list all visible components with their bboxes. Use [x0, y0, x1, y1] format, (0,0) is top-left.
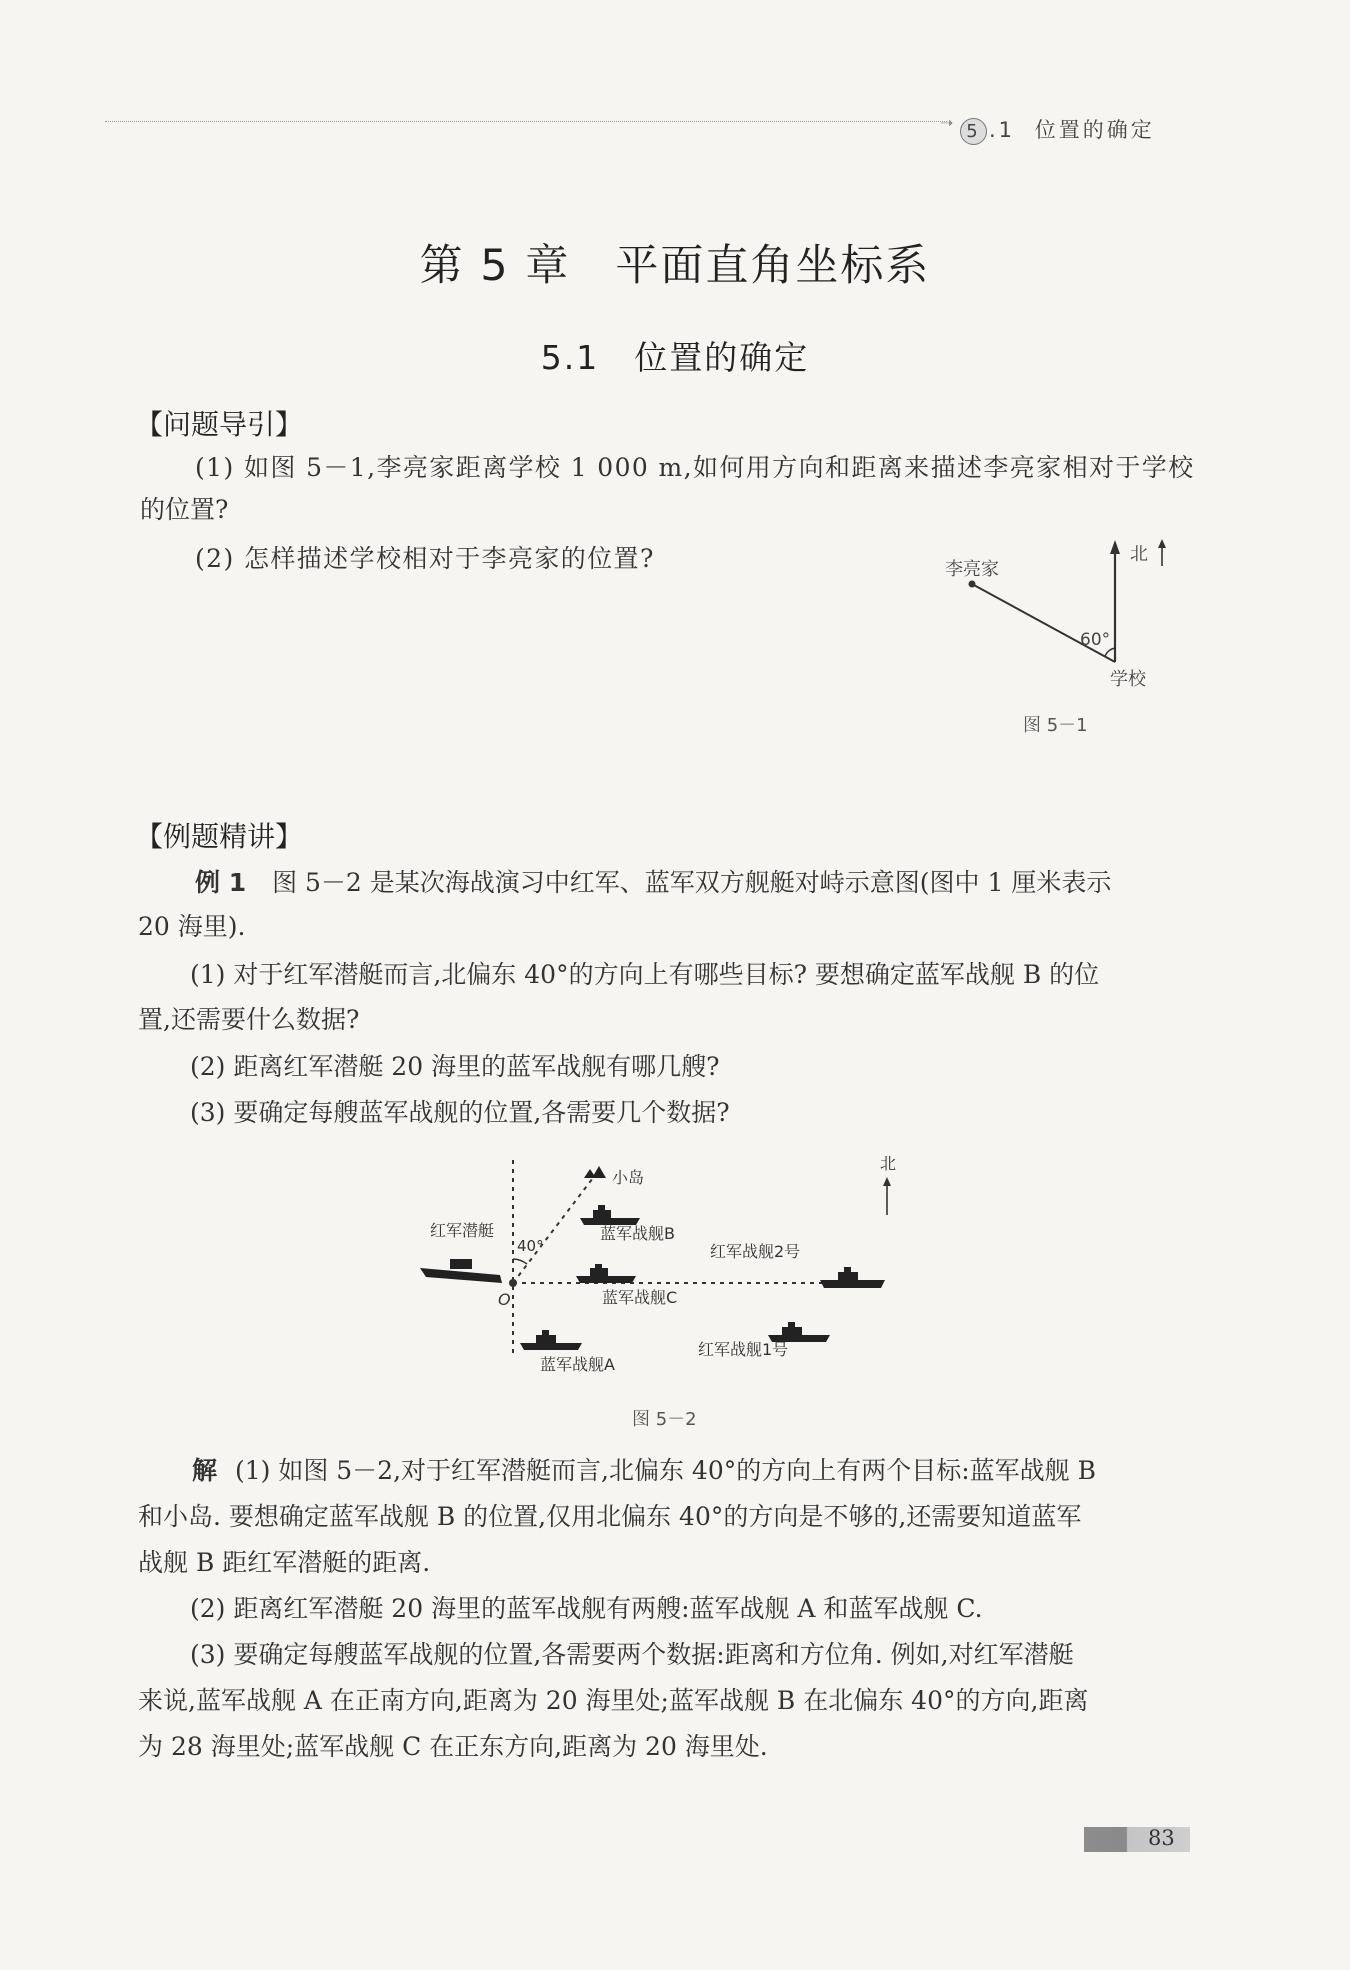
solution-s1-line2: 和小岛. 要想确定蓝军战舰 B 的位置,仅用北偏东 40°的方向是不够的,还需要知道蓝军	[138, 1502, 1082, 1531]
solution-label: 解	[192, 1456, 218, 1485]
guide-q1-line2: 的位置?	[140, 495, 229, 524]
fig1-school-label: 学校	[1110, 669, 1146, 690]
fig2-ship-a-label: 蓝军战舰A	[540, 1355, 615, 1374]
fig2-angle-label: 40°	[517, 1237, 544, 1255]
north-arrow-icon	[1110, 540, 1120, 554]
fig2-north-arrow-icon	[883, 1177, 891, 1186]
example-label: 例 1	[195, 868, 247, 897]
solution-s1-line3: 战舰 B 距红军潜艇的距离.	[138, 1548, 431, 1577]
solution-line1	[192, 1448, 1096, 1494]
example-q1-line2: 置,还需要什么数据?	[138, 1005, 360, 1034]
solution-s1-line1: (1) 如图 5－2,对于红军潜艇而言,北偏东 40°的方向上有两个目标:蓝军战舰 B	[234, 1456, 1096, 1485]
example-q3: (3) 要确定每艘蓝军战舰的位置,各需要几个数据?	[190, 1098, 730, 1127]
guide-q2: (2) 怎样描述学校相对于李亮家的位置?	[195, 544, 655, 573]
red-ship-2-icon	[820, 1267, 885, 1288]
fig1-north-label: 北	[1130, 544, 1148, 565]
island-icon	[584, 1166, 606, 1178]
header-rule	[105, 121, 947, 122]
guide-q1-line1: (1) 如图 5－1,李亮家距离学校 1 000 m,如何用方向和距离来描述李亮家相对于学校	[195, 453, 1195, 482]
header-arrow-icon: ➝	[940, 113, 954, 132]
solution-s3-line2: 来说,蓝军战舰 A 在正南方向,距离为 20 海里处;蓝军战舰 B 在北偏东 40°的方向,距离	[138, 1686, 1089, 1715]
fig1-caption: 图 5－1	[1023, 715, 1088, 736]
example-q2: (2) 距离红军潜艇 20 海里的蓝军战舰有哪几艘?	[190, 1052, 720, 1081]
fig2-caption: 图 5－2	[632, 1409, 697, 1430]
small-north-arrow-icon	[1158, 539, 1166, 548]
ship-a-icon	[520, 1330, 582, 1350]
fig2-sub-label: 红军潜艇	[430, 1221, 495, 1240]
example-intro-line1	[195, 860, 1111, 906]
fig2-origin-label: O	[498, 1290, 511, 1309]
example-intro-line2: 20 海里).	[138, 912, 246, 941]
running-header	[960, 114, 1155, 145]
solution-s3-line3: 为 28 海里处;蓝军战舰 C 在正东方向,距离为 20 海里处.	[138, 1732, 768, 1761]
ship-b-icon	[580, 1205, 640, 1225]
fig1-home-label: 李亮家	[945, 559, 999, 580]
submarine-icon	[420, 1259, 502, 1283]
fig2-north-label: 北	[880, 1155, 897, 1173]
home-school-line	[972, 584, 1115, 662]
section-number-badge: 5	[960, 118, 987, 145]
section-title: 5.1 位置的确定	[540, 338, 810, 377]
fig2-red1-label: 红军战舰1号	[698, 1340, 789, 1359]
figure-5-2	[420, 1155, 920, 1390]
guide-heading: 【问题导引】	[135, 408, 304, 441]
fig2-ship-b-label: 蓝军战舰B	[600, 1224, 675, 1243]
section-number-suffix: .1	[989, 118, 1016, 142]
example-q1-line1: (1) 对于红军潜艇而言,北偏东 40°的方向上有哪些目标? 要想确定蓝军战舰 B 的位	[190, 960, 1100, 989]
fig2-red2-label: 红军战舰2号	[710, 1242, 801, 1261]
example-intro-text: 图 5－2 是某次海战演习中红军、蓝军双方舰艇对峙示意图(图中 1 厘米表示	[272, 868, 1112, 897]
fig2-island-label: 小岛	[612, 1168, 645, 1187]
fig1-angle-label: 60°	[1080, 630, 1111, 650]
solution-s3-line1: (3) 要确定每艘蓝军战舰的位置,各需要两个数据:距离和方位角. 例如,对红军潜艇	[190, 1640, 1074, 1669]
home-point	[969, 581, 976, 588]
angle-arc-40	[513, 1259, 527, 1264]
solution-s2: (2) 距离红军潜艇 20 海里的蓝军战舰有两艘:蓝军战舰 A 和蓝军战舰 C.	[190, 1594, 983, 1623]
fig2-ship-c-label: 蓝军战舰C	[602, 1288, 678, 1307]
red-ship-1-icon	[768, 1322, 830, 1342]
ship-c-icon	[576, 1264, 636, 1283]
origin-point	[509, 1279, 517, 1287]
page-number: 83	[1148, 1826, 1175, 1850]
bearing-line	[513, 1174, 596, 1283]
example-heading: 【例题精讲】	[135, 820, 304, 853]
chapter-title: 第 5 章 平面直角坐标系	[419, 241, 931, 291]
running-header-title: 位置的确定	[1034, 118, 1155, 142]
